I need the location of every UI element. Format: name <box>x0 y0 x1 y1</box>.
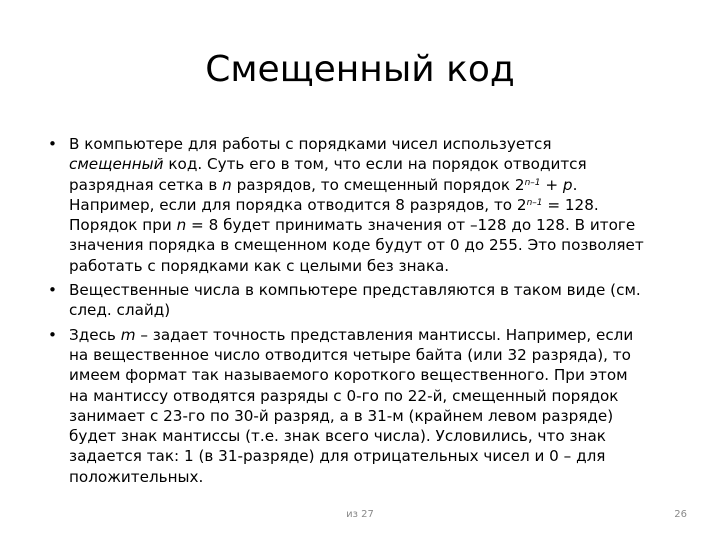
footer-total-pages: из 27 <box>346 509 374 520</box>
text-line: Например, если для порядка отводится 8 разрядов, то $2^{n-1} = 128$. <box>69 195 599 214</box>
text-line: след. слайд) <box>69 301 171 320</box>
footer-page-number: 26 <box>674 509 687 520</box>
text-line: Здесь m – задает точность представления мантиссы. Например, если <box>69 325 634 344</box>
text-line: Порядок при n = 8 будет принимать значения от –128 до 128. В итоге <box>69 216 636 235</box>
text-line: занимает с 23-го по 30-й разряд, а в 31-м (крайнем левом разряде) <box>69 406 614 425</box>
bullet-icon: • <box>48 135 57 153</box>
bullet-icon: • <box>48 325 57 344</box>
text-line: имеем формат так называемого короткого вещественного. При этом <box>69 366 628 385</box>
bullet-list <box>48 134 688 491</box>
text-line: работать с порядками как с целыми без знака. <box>69 256 450 275</box>
text-line: будет знак мантиссы (т.е. знак всего числа). Условились, что знак <box>69 427 606 446</box>
text-line: положительных. <box>69 467 204 486</box>
text-line: В компьютере для работы с порядками чисел используется <box>69 135 552 153</box>
text-line: на вещественное число отводится четыре байта (или 32 разряда), то <box>69 345 631 364</box>
slide-title: Смещенный код <box>205 49 515 90</box>
text-line: смещенный код. Суть его в том, что если на порядок отводится <box>69 155 587 174</box>
bullet-icon: • <box>48 281 57 300</box>
text-line: разрядная сетка в n разрядов, то смещенный порядок $2^{n-1} + p$. <box>69 175 578 194</box>
text-line: Вещественные числа в компьютере представляются в таком виде (см. <box>69 281 641 300</box>
bullet-item-real-numbers <box>48 280 688 321</box>
text-line: задается так: 1 (в 31-разряде) для отрицательных чисел и 0 – для <box>69 447 606 466</box>
bullet-item-offset-code <box>48 134 688 276</box>
bullet-item-mantissa <box>48 325 688 487</box>
text-line: значения порядка в смещенном коде будут от 0 до 255. Это позволяет <box>69 236 644 255</box>
text-line: на мантиссу отводятся разряды с 0-го по 22-й, смещенный порядок <box>69 386 619 405</box>
